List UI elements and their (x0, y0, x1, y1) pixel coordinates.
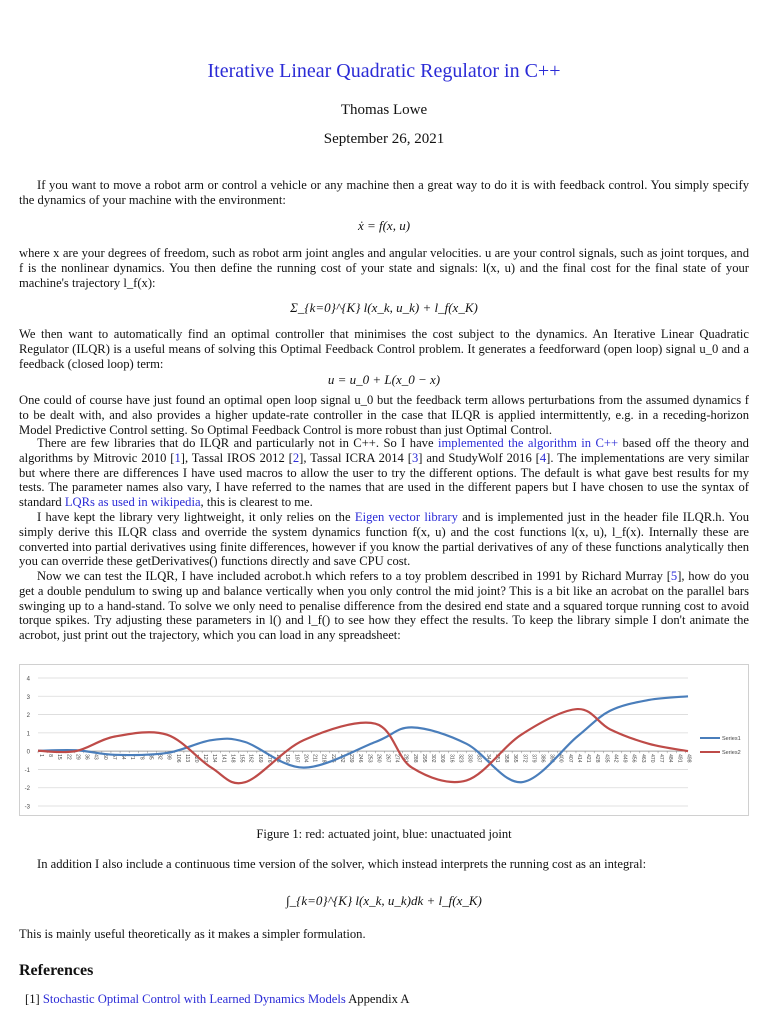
paragraph-lightweight: I have kept the library very lightweight, it only relies on the Eigen vector library and is implemented just in the header file ILQR.h. You simply derive this ILQR class and override the system dynamics function f(x, u) and the cost functions l(x, u), l_f(x). Internally these are converted into partial derivatives using finite differences, however if you know the partial derivatives of any of these functions analytically then you can override these getDerivatives() functions directly and save CPU cost. (19, 510, 749, 569)
paragraph-acrobot: Now we can test the ILQR, I have included acrobot.h which refers to a toy problem described in 1991 by Richard Murray [5], how do you get a double pendulum to swing up and balance vertically when you only control the mid joint? This is a bit like an acrobat on the parallel bars swinging up to a hand-stand. To solve we only need to penalise difference from the desired end state and a squared torque running cost to avoid torque spikes. Try adjusting these parameters in l() and l_f() to see how they effect the results. To keep the library simple I don't animate the acrobot, just print out the trajectory, which you can load in any spreadsheet: (19, 569, 749, 643)
wikipedia-lqr-link[interactable]: LQRs as used in wikipedia (64, 495, 201, 510)
x-tick-label: 309 (439, 754, 446, 763)
x-tick-label: 260 (375, 754, 382, 763)
trajectory-chart (19, 664, 749, 816)
x-tick-label: 302 (430, 754, 437, 763)
x-tick-label: 64 (120, 754, 127, 760)
x-tick-label: 330 (466, 754, 473, 763)
x-tick-label: 484 (667, 754, 674, 763)
citation-link-3[interactable]: 3 (411, 450, 419, 465)
x-tick-label: 246 (357, 754, 364, 763)
y-tick-label: 4 (26, 676, 30, 683)
x-tick-label: 1 (38, 754, 44, 757)
x-tick-label: 267 (384, 754, 391, 763)
x-tick-label: 22 (65, 754, 72, 760)
x-tick-label: 281 (402, 754, 409, 763)
x-tick-label: 239 (348, 754, 355, 763)
implementation-link[interactable]: implemented the algorithm in C++ (437, 436, 619, 450)
x-tick-label: 141 (220, 754, 227, 763)
x-tick-label: 393 (548, 754, 555, 763)
x-tick-label: 295 (420, 754, 427, 763)
citation-link-1[interactable]: 1 (174, 450, 181, 465)
x-tick-label: 92 (156, 754, 163, 760)
x-tick-label: 323 (457, 754, 464, 763)
x-tick-label: 127 (202, 754, 209, 763)
x-tick-label: 169 (256, 754, 263, 763)
x-tick-label: 491 (676, 754, 683, 763)
x-tick-label: 498 (685, 754, 692, 763)
x-tick-label: 463 (639, 754, 646, 763)
x-tick-label: 358 (503, 754, 510, 763)
x-tick-label: 162 (247, 754, 254, 763)
legend-label-2: Series2 (722, 750, 741, 756)
paragraph-definitions: where x are your degrees of freedom, such as robot arm joint angles and angular velocities. u are your control signals, such as joint torques, and f is the nonlinear dynamics. You then define the running cost of your state and signals: l(x, u) and the final cost for the final state of your machine's trajectory l_f(x): (19, 246, 749, 290)
x-tick-label: 218 (320, 754, 327, 763)
publication-date: September 26, 2021 (323, 131, 445, 147)
x-tick-label: 15 (56, 754, 63, 760)
x-tick-label: 477 (658, 754, 665, 763)
x-tick-label: 197 (293, 754, 300, 763)
figure-caption: Figure 1: red: actuated joint, blue: unactuated joint (256, 827, 512, 841)
x-tick-label: 274 (393, 754, 400, 763)
citation-link-4[interactable]: 4 (539, 450, 547, 465)
x-tick-label: 232 (338, 754, 345, 763)
x-tick-label: 190 (284, 754, 291, 763)
x-tick-label: 288 (411, 754, 418, 763)
legend-label-1: Series1 (722, 736, 741, 742)
x-tick-label: 253 (366, 754, 373, 763)
x-tick-label: 183 (275, 754, 282, 763)
x-tick-label: 379 (530, 754, 537, 763)
paragraph-intro: If you want to move a robot arm or control a vehicle or any machine then a great way to do it is with feedback control. You simply specify the dynamics of your machine with the environment: (19, 178, 749, 207)
references-heading: References (19, 962, 94, 979)
y-tick-label: 3 (26, 694, 30, 701)
paragraph-theory: This is mainly useful theoretically as it makes a simpler formulation. (19, 927, 366, 941)
paper-title: Iterative Linear Quadratic Regulator in C++ (207, 60, 561, 82)
x-tick-label: 470 (648, 754, 655, 763)
x-tick-label: 449 (621, 754, 628, 763)
x-tick-label: 113 (183, 754, 190, 763)
x-tick-label: 85 (147, 754, 154, 760)
paragraph-continuous: In addition I also include a continuous time version of the solver, which instead interprets the running cost as an integral: (37, 857, 647, 871)
x-tick-label: 36 (83, 754, 90, 760)
x-tick-label: 176 (265, 754, 272, 763)
x-tick-label: 421 (585, 754, 592, 763)
x-tick-label: 57 (110, 754, 117, 760)
x-tick-label: 155 (238, 754, 245, 763)
x-tick-label: 120 (193, 754, 200, 763)
x-tick-label: 365 (512, 754, 519, 763)
chart-svg (20, 665, 748, 815)
x-tick-label: 43 (92, 754, 99, 760)
y-tick-label: -3 (24, 804, 30, 811)
author-name: Thomas Lowe (340, 102, 428, 118)
x-tick-label: 134 (211, 754, 218, 763)
y-tick-label: -1 (24, 767, 30, 774)
x-tick-label: 316 (448, 754, 455, 763)
equation-control: u = u_0 + L(x_0 − x) (327, 372, 441, 387)
paragraph-libraries: There are few libraries that do ILQR and particularly not in C++. So I have implemented the algorithm in C++ based off the theory and algorithms by Mitrovic 2010 [1], Tassal IROS 2012 [2], Tassal ICRA 2014 [3] and StudyWolf 2016 [4]. The implementations are very similar but where there are differences I have used macros to allow the user to try the different options. The default is what gave best results for my tests. The parameter names also vary, I have referred to the names that are used in the different papers but I have chosen to use the syntax of standard LQRs as used in wikipedia, this is clearest to me. (19, 436, 750, 510)
y-tick-label: 0 (26, 749, 30, 756)
x-tick-label: 400 (557, 754, 564, 763)
x-tick-label: 407 (566, 754, 573, 763)
equation-integral: ∫_{k=0}^{K} l(x_k, u_k)dk + l_f(x_K) (286, 893, 482, 908)
reference-link-1[interactable]: Stochastic Optimal Control with Learned Dynamics Models (42, 992, 346, 1006)
x-tick-label: 50 (101, 754, 108, 760)
x-tick-label: 435 (603, 754, 610, 763)
x-tick-label: 428 (594, 754, 601, 763)
x-tick-label: 337 (475, 754, 482, 763)
x-tick-label: 351 (493, 754, 500, 763)
equation-dynamics: ẋ = f(x, u) (357, 218, 411, 233)
equation-cost: Σ_{k=0}^{K} l(x_k, u_k) + l_f(x_K) (290, 300, 478, 315)
x-tick-label: 29 (74, 754, 81, 760)
x-tick-label: 106 (174, 754, 181, 763)
x-tick-label: 204 (302, 754, 309, 763)
paragraph-feedback: One could of course have just found an optimal open loop signal u_0 but the feedback term allows perturbations from the assumed dynamics f to be dealt with, and also provides a higher update-rate controller in the case that ILQR is applied intermittently, e.g. in a receding-horizon Model Predictive Control setting. So Optimal Feedback Control is more robust than just Optimal Control. (19, 393, 749, 437)
citation-link-2[interactable]: 2 (292, 450, 300, 465)
x-tick-label: 414 (575, 754, 582, 763)
x-tick-label: 71 (129, 754, 136, 760)
x-tick-label: 211 (311, 754, 318, 763)
y-tick-label: 2 (26, 713, 30, 720)
x-tick-label: 99 (165, 754, 172, 760)
y-tick-label: 1 (26, 731, 30, 738)
x-tick-label: 456 (630, 754, 637, 763)
x-tick-label: 225 (329, 754, 336, 763)
reference-item: [1] Stochastic Optimal Control with Learned Dynamics Models Appendix A (25, 992, 410, 1006)
x-tick-label: 386 (539, 754, 546, 763)
y-tick-label: -2 (24, 786, 30, 793)
x-tick-label: 442 (612, 754, 619, 763)
paragraph-ilqr: We then want to automatically find an optimal controller that minimises the cost subject to the dynamics. An Iterative Linear Quadratic Regulator (ILQR) is a useful means of solving this Optimal Feedback Control problem. It generates a feedforward (open loop) signal u_0 and a feedback (closed loop) term: (19, 327, 749, 371)
citation-link-5[interactable]: 5 (670, 569, 678, 583)
x-tick-label: 78 (138, 754, 145, 760)
x-tick-label: 148 (229, 754, 236, 763)
eigen-library-link[interactable]: Eigen vector library (354, 510, 458, 524)
x-tick-label: 8 (47, 754, 54, 757)
x-tick-label: 344 (484, 754, 491, 763)
x-tick-label: 372 (521, 754, 528, 763)
